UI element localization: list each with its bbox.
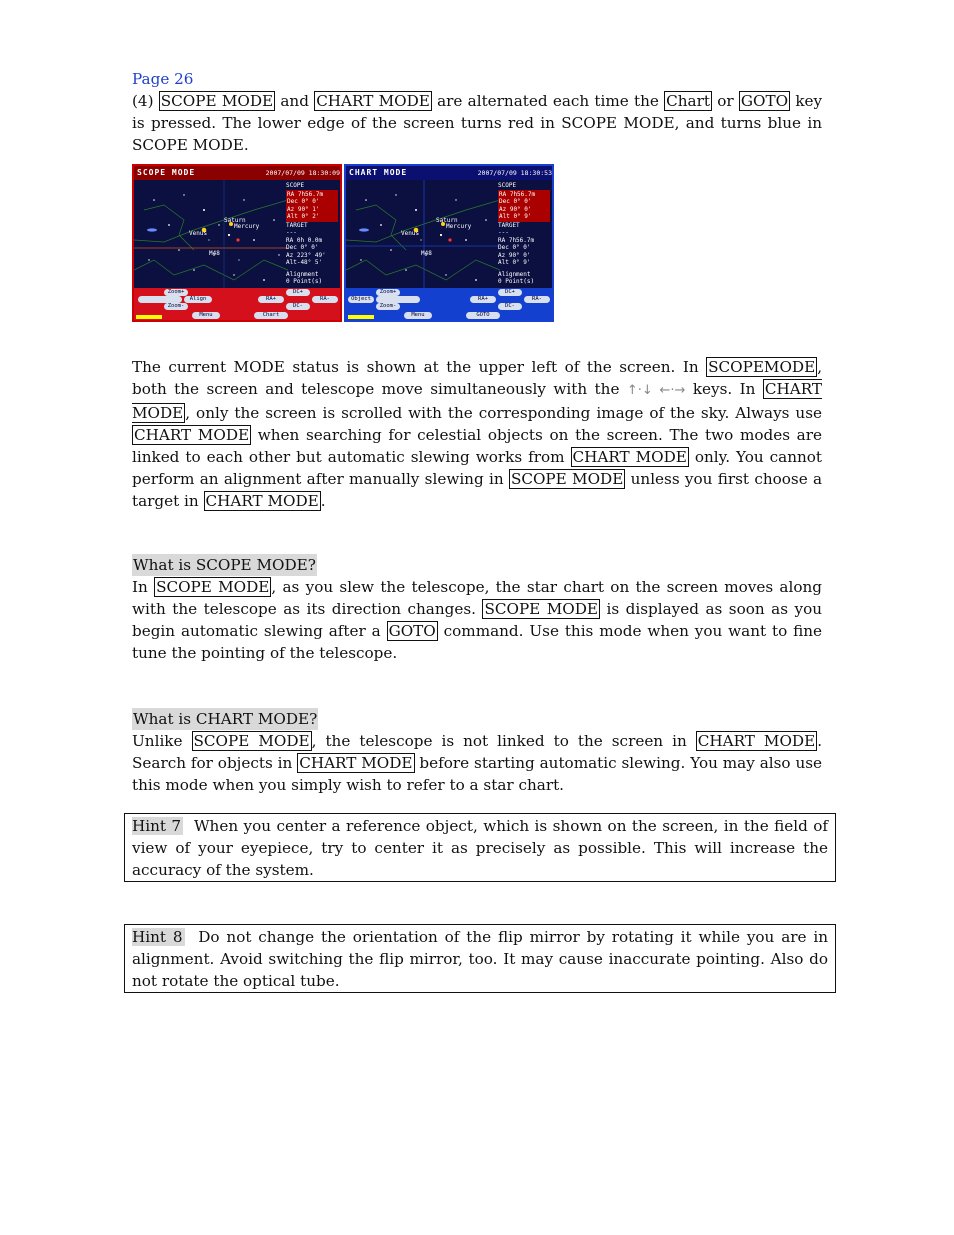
chart-button[interactable]: Chart (254, 312, 288, 319)
ra-minus-button[interactable]: RA- (524, 296, 550, 303)
scope-mode-box: SCOPE MODE (193, 732, 310, 750)
scopemode-box: SCOPEMODE (708, 358, 816, 376)
panel-line: Alt 0° 9' (499, 213, 532, 220)
battery-indicator (136, 315, 162, 319)
p2-text-4: , only the screen is scrolled with the corresponding image of the sky. Always use (185, 404, 822, 422)
chart-mode-paragraph (132, 730, 822, 796)
scope-mode-box: SCOPE MODE (156, 578, 270, 596)
scope-mode-box: SCOPE MODE (510, 470, 624, 488)
saturn-label: Saturn (224, 217, 246, 224)
menu-button[interactable]: Menu (404, 312, 432, 319)
saturn-label: Saturn (436, 217, 458, 224)
hint-7-tag: Hint 7 (132, 817, 182, 835)
zoom-out-button[interactable]: Zoom- (376, 303, 400, 310)
panel-line: Dec 0° 0' (287, 198, 320, 205)
scope-top-bar (134, 166, 342, 180)
goto-button[interactable]: GOTO (466, 312, 500, 319)
panel-line: Az 90° 1' (287, 205, 320, 213)
p2-text-5: when searching for celestial objects on the screen. The two modes are linked to each other but automatic slewing works from (132, 426, 822, 466)
hint-8-tag: Hint 8 (132, 928, 183, 946)
panel-line: Alt-48° 5' (286, 259, 323, 266)
s2-text-1: Unlike (132, 732, 183, 750)
m48-label: M48 (209, 250, 220, 257)
panel-line: Az 223° 49' (286, 251, 326, 259)
scope-mode-box: SCOPE MODE (160, 92, 274, 110)
scope-mode-box: SCOPE MODE (484, 600, 599, 618)
panel-line: Dec 0° 0' (499, 198, 532, 205)
s1-text-1: In (132, 578, 148, 596)
p2-text-2: , both the screen and telescope move simultaneously with the (132, 358, 823, 398)
chart-timestamp: 2007/07/09 18:30:53 (477, 169, 552, 177)
p2-text-6: only. You cannot perform an alignment after manually slewing in (132, 448, 823, 488)
p2-text-8: . (320, 492, 326, 510)
intro-number: (4) (132, 92, 154, 110)
s2-text-3: . Search for objects in (132, 732, 823, 772)
venus-label: Venus (401, 230, 420, 237)
p2-text-1: The current MODE status is shown at the upper left of the screen. In (132, 358, 699, 376)
panel-line: Dec 0° 0' (286, 244, 319, 251)
dc-minus-button[interactable]: DC- (498, 303, 522, 310)
panel-line: RA 7h56.7m (287, 190, 324, 198)
ra-plus-button[interactable]: RA+ (470, 296, 496, 303)
left-button[interactable] (138, 296, 182, 303)
scope-bottom-bar (134, 288, 342, 320)
panel-line: Alt 0° 9' (498, 259, 531, 266)
scope-info-panel (286, 182, 338, 290)
intro-or: or (717, 92, 734, 110)
align-button[interactable]: Align (184, 296, 212, 303)
scope-mode-heading: What is SCOPE MODE? (133, 556, 316, 574)
panel-line: Alt 0° 2' (287, 213, 320, 220)
scope-coords (286, 190, 338, 222)
chart-mode-box: CHART MODE (132, 380, 822, 422)
chart-mode-box: CHART MODE (299, 754, 413, 772)
panel-line: RA 0h 0.0m (286, 236, 323, 244)
dc-plus-button[interactable]: DC+ (286, 289, 310, 296)
m48-label: M48 (421, 250, 432, 257)
chart-mode-title: CHART MODE (349, 168, 408, 177)
page-content (132, 68, 822, 796)
panel-line: --- (498, 229, 509, 236)
ra-plus-button[interactable]: RA+ (258, 296, 284, 303)
s2-text-2: , the telescope is not linked to the screen in (311, 732, 687, 750)
panel-line: Alignment (286, 270, 319, 278)
move-button[interactable] (376, 296, 420, 303)
mercury-label: Mercury (234, 223, 260, 230)
scope-mode-title: SCOPE MODE (137, 168, 196, 177)
chart-info-panel (498, 182, 550, 290)
page-number: Page 26 (132, 70, 194, 88)
chart-mode-heading: What is CHART MODE? (133, 710, 318, 728)
panel-line: --- (286, 229, 297, 236)
chart-mode-screenshot (344, 164, 554, 322)
panel-line: RA 7h56.7m (498, 236, 535, 244)
panel-line: 0 Point(s) (498, 278, 535, 285)
hint-7-box (124, 813, 836, 882)
venus-label: Venus (189, 230, 208, 237)
battery-indicator (348, 315, 374, 319)
zoom-in-button[interactable]: Zoom+ (376, 289, 400, 296)
chart-mode-box: CHART MODE (572, 448, 687, 466)
scope-mode-screenshot (132, 164, 342, 322)
hint-8-text: Do not change the orientation of the flip mirror by rotating it while you are in alignment. Avoid switching the flip mirror, too. It may cause inaccurate pointing. Also do not rotate the optical tube. (132, 928, 828, 990)
zoom-out-button[interactable]: Zoom- (164, 303, 188, 310)
zoom-in-button[interactable]: Zoom+ (164, 289, 188, 296)
p2-text-3: keys. In (692, 380, 756, 398)
s1-text-4: command. Use this mode when you want to fine tune the pointing of the telescope. (132, 622, 823, 662)
intro-paragraph (132, 90, 822, 156)
intro-and: and (280, 92, 309, 110)
panel-line: Az 90° 0' (498, 251, 531, 259)
chart-key-box: Chart (666, 92, 710, 110)
hint-8-box (124, 924, 836, 993)
hint-7-text: When you center a reference object, which is shown on the screen, in the field of view of your eyepiece, try to center it as precisely as possible. This will increase the accuracy of the system. (132, 817, 829, 879)
chart-sky-chart (346, 180, 500, 292)
scope-timestamp: 2007/07/09 18:30:09 (265, 169, 340, 177)
mode-status-paragraph (132, 356, 822, 512)
panel-line: TARGET (498, 221, 520, 229)
ra-minus-button[interactable]: RA- (312, 296, 338, 303)
menu-button[interactable]: Menu (192, 312, 220, 319)
panel-line: Dec 0° 0' (498, 244, 531, 251)
panel-line: Alignment (498, 270, 531, 278)
dc-minus-button[interactable]: DC- (286, 303, 310, 310)
chart-mode-box: CHART MODE (316, 92, 430, 110)
scope-mode-paragraph (132, 576, 822, 664)
scope-sky-chart (134, 180, 288, 292)
panel-line: SCOPE (286, 182, 305, 189)
chart-mode-box: CHART MODE (205, 492, 319, 510)
s1-text-2: , as you slew the telescope, the star chart on the screen moves along with the telescope as its direction changes. (132, 578, 822, 618)
chart-mode-box: CHART MODE (697, 732, 816, 750)
intro-text-2: key is pressed. The lower edge of the screen turns red in SCOPE MODE, and turns blue in SCOPE MODE. (132, 92, 823, 154)
panel-line: TARGET (286, 221, 308, 229)
p2-text-7: unless you first choose a target in (132, 470, 823, 510)
s2-text-4: before starting automatic slewing. You may also use this mode when you simply wish to refer to a star chart. (132, 754, 823, 794)
dc-plus-button[interactable]: DC+ (498, 289, 522, 296)
panel-line: RA 7h56.7m (499, 190, 536, 198)
arrow-keys-icon: ↑·↓ ←·→ (626, 383, 686, 398)
chart-coords (498, 190, 550, 222)
screenshots (132, 164, 822, 322)
mercury-label: Mercury (446, 223, 472, 230)
goto-key-box: GOTO (740, 92, 789, 110)
panel-line: Az 90° 0' (499, 205, 532, 213)
object-button[interactable]: Object (348, 296, 374, 303)
panel-line: SCOPE (498, 182, 517, 189)
chart-top-bar (346, 166, 554, 180)
chart-mode-box: CHART MODE (134, 426, 250, 444)
panel-line: 0 Point(s) (286, 278, 323, 285)
chart-bottom-bar (346, 288, 554, 320)
goto-box: GOTO (388, 622, 436, 640)
s1-text-3: is displayed as soon as you begin automatic slewing after a (132, 600, 823, 640)
intro-text-1: are alternated each time the (437, 92, 659, 110)
